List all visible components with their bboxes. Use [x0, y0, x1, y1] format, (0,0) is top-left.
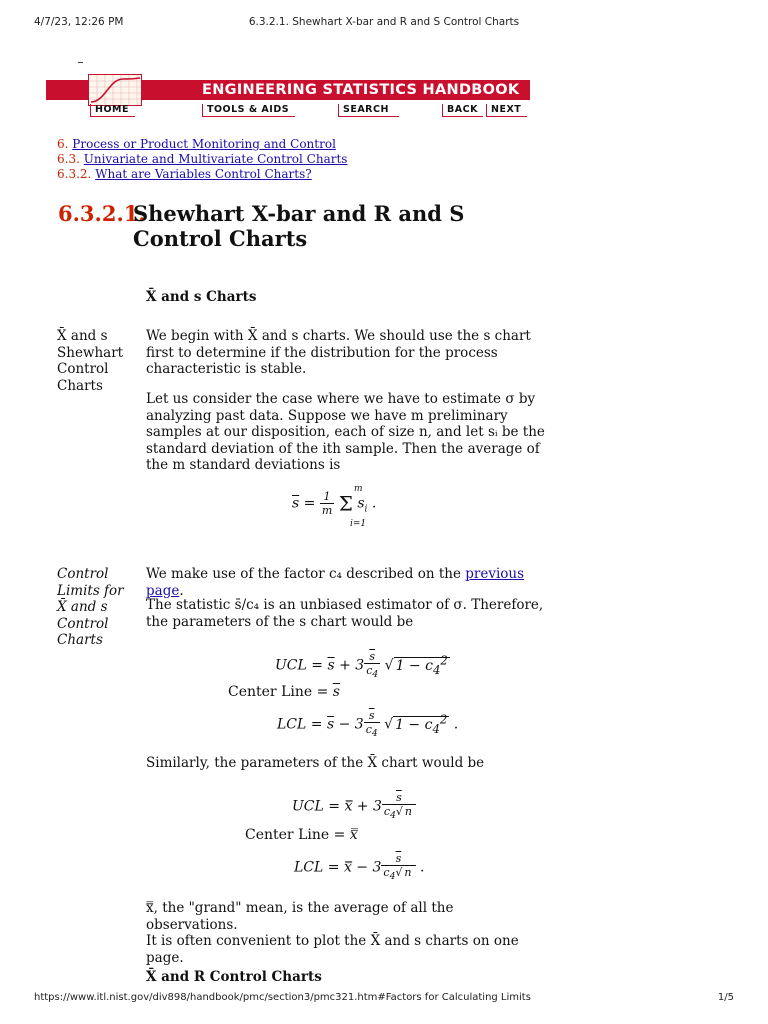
- print-page: 1/5: [717, 992, 734, 1003]
- lcl-label: LCL: [277, 716, 307, 733]
- print-url: https://www.itl.nist.gov/div898/handbook/pmc/section3/pmc321.htm#Factors for Calculating Limits: [34, 992, 531, 1003]
- print-doc-title: 6.3.2.1. Shewhart X-bar and R and S Control Charts: [248, 16, 520, 28]
- ucl-label: UCL: [292, 798, 324, 815]
- equation-s-center: Center Line = $\overline{s}$: [228, 684, 340, 700]
- equation-sbar: $\overline{s}$ = $\frac{1}{m}$ Σ m i=1 $s_i$ .: [292, 484, 377, 529]
- paragraph: We begin with X̄ and s charts. We should use the s chart first to determine if the distribution for the process characteristic is stable.: [146, 328, 531, 377]
- banner-title: ENGINEERING STATISTICS HANDBOOK: [202, 82, 520, 98]
- side-label: Control Limits for X̄ and s Control Charts: [57, 566, 124, 648]
- section-number: 6.3.2.1.: [58, 201, 146, 226]
- subsection-title: X̄ and s Charts: [146, 289, 257, 305]
- paragraph: It is often convenient to plot the X̄ and s charts on one page.: [146, 933, 519, 966]
- paragraph: Similarly, the parameters of the X̄ chart would be: [146, 755, 485, 771]
- paragraph: x̿, the "grand" mean, is the average of all the observations.: [146, 900, 454, 933]
- equation-x-ucl: UCL = x̿ + 3 $\frac{\overline{s}}{c_4√ n}$: [292, 791, 416, 822]
- ucl-label: UCL: [275, 657, 307, 674]
- paragraph: The statistic s̄/c₄ is an unbiased estimator of σ. Therefore, the parameters of the s chart would be: [146, 597, 544, 630]
- page-title: [58, 201, 465, 251]
- crumb-link[interactable]: What are Variables Control Charts?: [95, 167, 312, 181]
- nav-next-button[interactable]: NEXT: [486, 104, 527, 117]
- nav-home-button[interactable]: HOME: [90, 104, 135, 117]
- equation-x-center: Center Line = x̿: [245, 827, 358, 843]
- subsection-title: X̄ and R Control Charts: [146, 969, 322, 985]
- previous-page-link[interactable]: previous page: [146, 566, 525, 599]
- paragraph: Let us consider the case where we have to estimate σ by analyzing past data. Suppose we have m preliminary samples at our disposition, each of size n, and let sᵢ be the standard deviation of the ith sample. Then the average of the m standard deviations is: [146, 391, 545, 473]
- crumb-link[interactable]: Process or Product Monitoring and Control: [72, 137, 336, 151]
- print-datetime: 4/7/23, 12:26 PM: [34, 16, 124, 28]
- center-label: Center Line: [245, 827, 330, 843]
- text: .: [179, 582, 184, 599]
- dash-mark: [78, 62, 83, 63]
- nav-search-button[interactable]: SEARCH: [338, 104, 399, 117]
- crumb-num: 6.3.2.: [57, 167, 92, 181]
- side-label: X̄ and s Shewhart Control Charts: [57, 328, 124, 394]
- section-title: Shewhart X-bar and R and S Control Charts: [133, 201, 465, 251]
- center-label: Center Line: [228, 684, 313, 700]
- crumb-num: 6.3.: [57, 152, 80, 166]
- equation-s-ucl: UCL = $\overline{s} + 3$ $\frac{\overline{s}}{c_4}$ √ $1 - c_4^2$: [275, 650, 448, 681]
- crumb-link[interactable]: Univariate and Multivariate Control Charts: [83, 152, 348, 166]
- breadcrumb: [57, 137, 347, 182]
- crumb-num: 6.: [57, 137, 69, 151]
- text: We make use of the factor c₄ described on the: [146, 566, 466, 582]
- print-footer: [34, 992, 734, 1006]
- nav-back-button[interactable]: BACK: [442, 104, 483, 117]
- equation-x-lcl: LCL = x̿ − 3 $\frac{\overline{s}}{c_4√ n}$ .: [294, 852, 425, 883]
- lcl-label: LCL: [294, 859, 324, 876]
- handbook-banner: [46, 80, 530, 100]
- nav-tools-button[interactable]: TOOLS & AIDS: [202, 104, 295, 117]
- print-header: [34, 16, 734, 30]
- equation-s-lcl: LCL = $\overline{s} - 3$ $\frac{\overline{s}}{c_4}$ √ $1 - c_4^2$ .: [277, 709, 459, 740]
- paragraph: [146, 566, 546, 599]
- handbook-logo-icon[interactable]: [88, 74, 142, 106]
